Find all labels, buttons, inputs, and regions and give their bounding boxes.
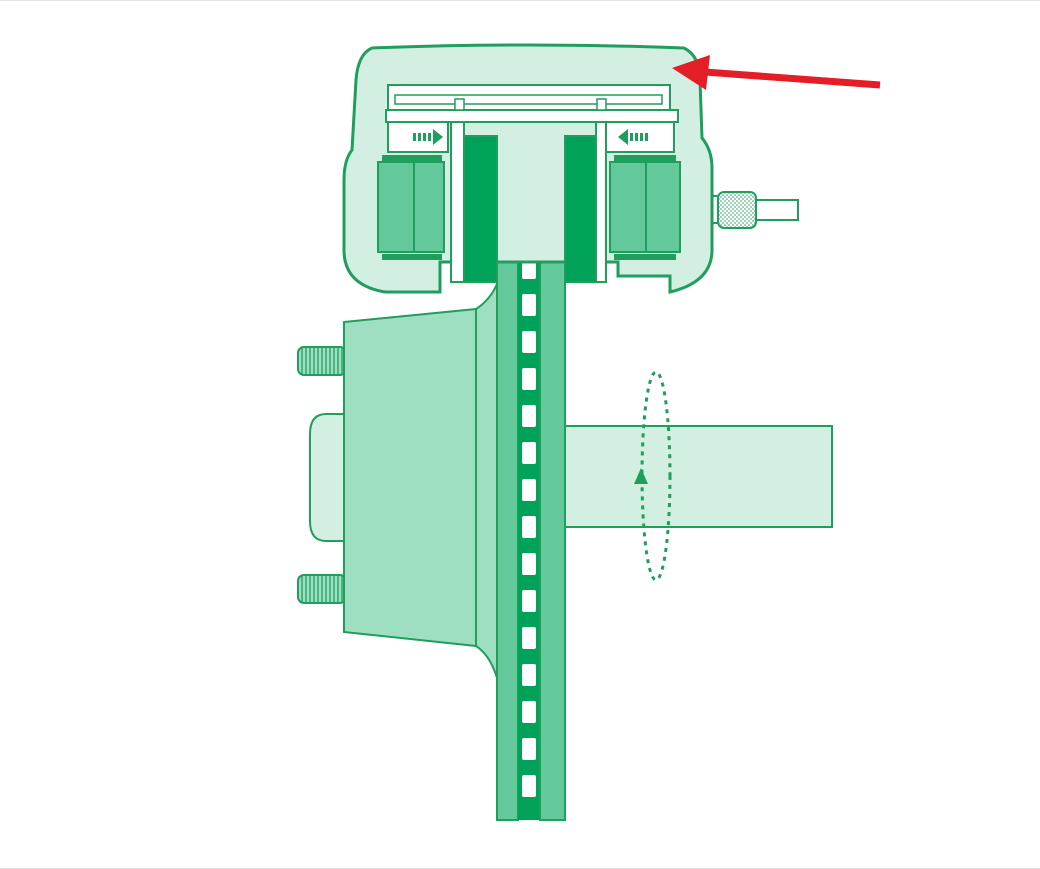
disc-vent-hole — [522, 738, 536, 760]
hub-flange — [344, 284, 497, 678]
caliper-wall-right — [596, 122, 606, 282]
disc-vent-hole — [522, 331, 536, 353]
caliper-bridge-slot — [395, 95, 662, 104]
disc-vent-hole — [522, 405, 536, 427]
wheel-stud-upper — [298, 347, 346, 375]
disc-vent-hole — [522, 294, 536, 316]
disc-vent-hole — [522, 775, 536, 797]
axle-shaft — [555, 426, 832, 527]
disc-vent-hole — [522, 516, 536, 538]
guide-pin-left — [455, 99, 464, 110]
caliper-wall-left — [451, 122, 464, 282]
disc-vent-hole — [522, 368, 536, 390]
pointer-arrow-icon — [672, 55, 880, 90]
disc-vent-hole — [522, 590, 536, 612]
disc-vent-hole — [522, 664, 536, 686]
brake-pad-right — [565, 136, 596, 282]
hub-center-cap — [310, 414, 348, 541]
disc-vent-hole — [522, 701, 536, 723]
disc-vent-hole — [522, 627, 536, 649]
disc-vent-hole — [522, 442, 536, 464]
brake-pad-left — [464, 136, 497, 282]
piston-right — [610, 155, 680, 260]
guide-pin-right — [597, 99, 606, 110]
disc-vent-hole — [522, 479, 536, 501]
wheel-stud-lower — [298, 575, 346, 603]
piston-left — [378, 155, 444, 260]
disc-vent-hole — [522, 553, 536, 575]
caliper-crossbar — [386, 110, 678, 122]
